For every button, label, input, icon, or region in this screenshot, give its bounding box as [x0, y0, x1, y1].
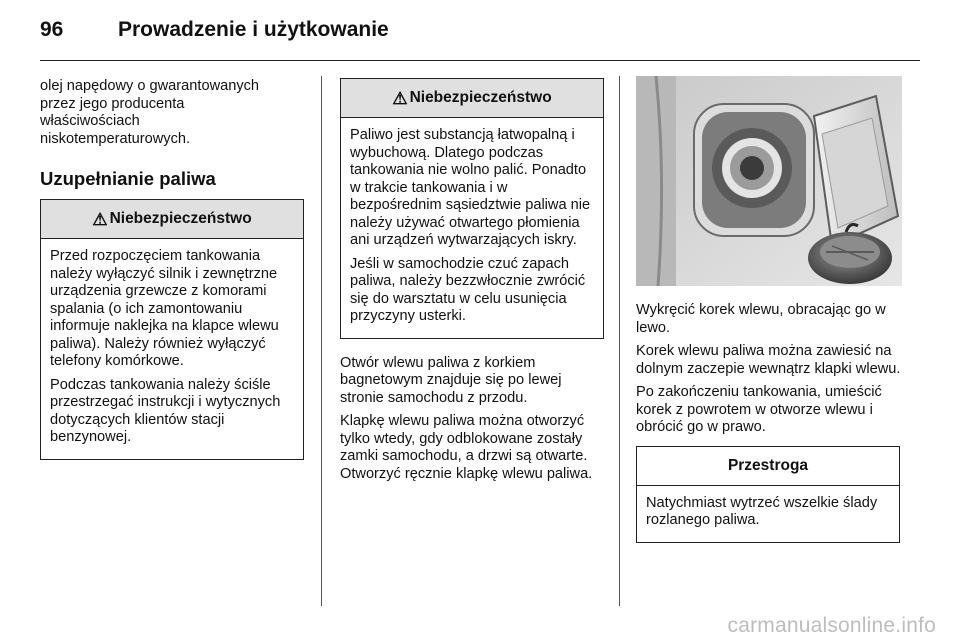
text-line: właściwościach	[40, 113, 140, 129]
body-text	[340, 355, 604, 484]
warning-triangle-icon: ⚠	[92, 209, 108, 229]
body-paragraph: Po zakończeniu tankowania, umieścić korek z powrotem w otworze wlewu i obrócić go w prawo.	[636, 384, 882, 435]
fuel-filler-illustration	[636, 76, 902, 286]
body-paragraph: Wykręcić korek wlewu, obracając go w lewo.	[636, 302, 886, 336]
column-middle	[340, 78, 604, 489]
caution-box-body	[637, 486, 899, 542]
section-heading: Uzupełnianie paliwa	[40, 168, 216, 189]
warning-paragraph: Podczas tankowania należy ściśle przestrzegać instrukcji i wytycznych dotyczących klientów stacji benzynowej.	[50, 376, 281, 445]
warning-box-body	[41, 239, 303, 459]
warning-paragraph: Przed rozpoczęciem tankowania należy wyłączyć silnik i zewnętrzne urządzenia grzewcze z komorami spalania (o ich zamontowaniu informuje naklejka na klapce wlewu paliwa). Należy również wyłączyć telefony komórkowe.	[50, 248, 279, 369]
column-right	[636, 302, 902, 543]
warning-box-title: Niebezpieczeństwo	[109, 210, 252, 228]
warning-paragraph: Jeśli w samochodzie czuć zapach paliwa, należy bezzwłocznie zwrócić się do warsztatu w celu usunięcia przyczyny usterki.	[350, 255, 586, 324]
intro-text	[40, 78, 304, 148]
warning-box-title: Niebezpieczeństwo	[409, 89, 552, 107]
watermark: carmanualsonline.info	[727, 614, 936, 637]
warning-box-body	[341, 118, 603, 338]
body-paragraph: Otwór wlewu paliwa z korkiem bagnetowym znajduje się po lewej stronie samochodu z przodu.	[340, 354, 562, 406]
header-rule	[40, 60, 920, 61]
caution-box-title: Przestroga	[727, 456, 809, 474]
warning-paragraph: Paliwo jest substancją łatwopalną i wybuchową. Dlatego podczas tankowania nie wolno palić. Ponadto w trakcie tankowania i w bezpośrednim sąsiedztwie paliwa nie należy używać otwartego płomienia ani urządzeń wytwarzających iskry.	[350, 127, 591, 248]
page-title: Prowadzenie i użytkowanie	[118, 18, 389, 41]
warning-box	[40, 199, 304, 460]
column-divider	[619, 76, 620, 606]
warning-triangle-icon: ⚠	[392, 88, 408, 108]
text-line: niskotemperaturowych.	[40, 130, 191, 147]
body-paragraph: Korek wlewu paliwa można zawiesić na dolnym zaczepie wewnątrz klapki wlewu.	[636, 343, 901, 377]
caution-box	[636, 446, 900, 543]
caution-box-header	[637, 447, 899, 486]
fuel-filler-photo	[636, 76, 902, 286]
column-divider	[321, 76, 322, 606]
caution-paragraph: Natychmiast wytrzeć wszelkie ślady rozlanego paliwa.	[646, 494, 878, 528]
column-left	[40, 78, 304, 460]
text-line: przez jego producenta	[40, 95, 185, 112]
warning-box-header	[41, 200, 303, 239]
page-number: 96	[40, 18, 64, 41]
warning-box-header	[341, 79, 603, 118]
text-line: olej napędowy o gwarantowanych	[40, 78, 260, 94]
page-header	[40, 18, 920, 60]
warning-box	[340, 78, 604, 339]
body-paragraph: Klapkę wlewu paliwa można otworzyć tylko wtedy, gdy odblokowane zostały zamki samochodu, a drzwi są otwarte. Otworzyć ręcznie klapkę wlewu paliwa.	[340, 413, 593, 482]
